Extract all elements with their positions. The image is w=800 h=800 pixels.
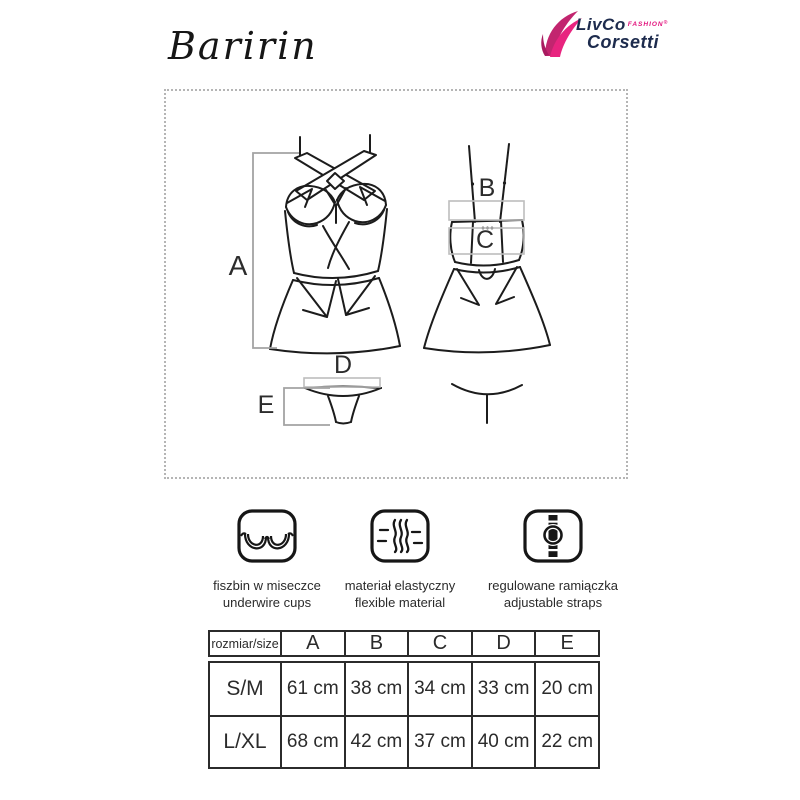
feature-label-pl: materiał elastyczny	[344, 578, 456, 593]
size-table-header-cell: B	[344, 632, 408, 655]
registered-mark: ®	[663, 20, 669, 26]
size-table-body	[208, 661, 600, 769]
value-cell: 20 cm	[534, 663, 598, 715]
size-table-header-cell: E	[534, 632, 598, 655]
flexible-material-icon	[369, 508, 431, 564]
feature-adjustable-straps	[463, 508, 643, 611]
size-table	[208, 630, 600, 769]
adjustable-straps-icon	[522, 508, 584, 564]
logo-text	[576, 16, 668, 51]
value-cell: 37 cm	[407, 715, 471, 767]
feature-label-en: underwire cups	[222, 594, 312, 610]
value-cell: 34 cm	[407, 663, 471, 715]
value-cell: 33 cm	[471, 663, 535, 715]
label-a: A	[228, 250, 248, 281]
brand-logo	[538, 6, 678, 62]
feature-label-pl: fiszbin w miseczce	[213, 578, 321, 593]
value-cell: 22 cm	[534, 715, 598, 767]
size-cell: L/XL	[210, 715, 280, 767]
size-table-header-row	[208, 630, 600, 657]
size-table-header-cell: A	[280, 632, 344, 655]
size-table-header-cell: C	[407, 632, 471, 655]
value-cell: 38 cm	[344, 663, 408, 715]
label-e: E	[257, 391, 275, 419]
panty-front-view	[305, 387, 381, 424]
value-cell: 42 cm	[344, 715, 408, 767]
garment-technical-drawing	[166, 91, 626, 477]
value-cell: 40 cm	[471, 715, 535, 767]
label-d: D	[333, 351, 353, 379]
thong-back-view	[452, 384, 522, 423]
logo-fashion-label: FASHION	[627, 21, 664, 28]
logo-brand-name-2: Corsetti	[587, 32, 660, 52]
underwire-cups-icon	[236, 508, 298, 564]
value-cell: 61 cm	[280, 663, 344, 715]
product-name: Baririn	[168, 24, 318, 68]
size-cell: S/M	[226, 677, 264, 700]
label-b: B	[478, 174, 496, 202]
feature-label-en: adjustable straps	[503, 594, 603, 610]
chemise-front-view	[270, 135, 400, 353]
label-c: C	[475, 226, 495, 254]
logo-brand-name: LivCo	[576, 15, 626, 34]
size-table-header-cell: D	[471, 632, 535, 655]
feature-label-pl: regulowane ramiączka	[487, 578, 619, 593]
size-table-header-cell: rozmiar/size	[211, 636, 279, 651]
garment-diagram-box	[164, 89, 628, 479]
measurement-labels	[229, 174, 496, 419]
value-cell: 68 cm	[280, 715, 344, 767]
feature-label-en: flexible material	[354, 594, 446, 610]
